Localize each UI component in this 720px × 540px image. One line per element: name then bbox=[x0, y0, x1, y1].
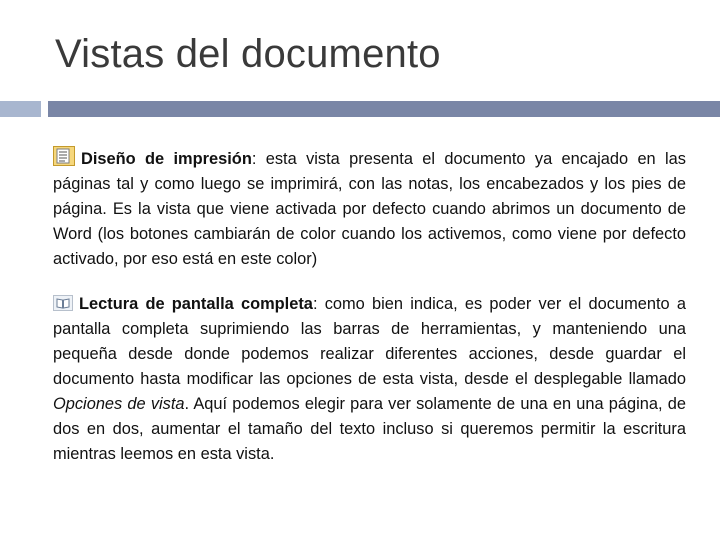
paragraph-full-screen-reading bbox=[53, 292, 686, 467]
paragraph-print-layout bbox=[53, 146, 686, 272]
paragraph-full-screen-text-after: . Aquí podemos elegir para ver solamente de una en una página, de dos en dos, aumentar el tamaño del texto incluso si queremos permitir la escritura mientras leemos en esta vista. bbox=[53, 395, 686, 463]
paragraph-print-layout-text: : esta vista presenta el documento ya encajado en las páginas tal y como luego se imprimirá, con las notas, los encabezados y los pies de página. Es la vista que viene activada por defecto cuando abrimos un documento de Word (los botones cambiarán de color cuando los activemos, como viene por defecto activado, por eso está en este color) bbox=[53, 150, 686, 268]
print-layout-icon bbox=[53, 146, 75, 166]
slide-content bbox=[53, 146, 686, 467]
term-print-layout: Diseño de impresión bbox=[81, 150, 252, 168]
paragraph-full-screen-text-before: : como bien indica, es poder ver el documento a pantalla completa suprimiendo las barras de herramientas, y manteniendo una pequeña desde donde podemos realizar diferentes acciones, desde guardar el documento hasta modificar las opciones de esta vista, desde el desplegable llamado bbox=[53, 295, 686, 388]
slide-title: Vistas del documento bbox=[55, 32, 441, 76]
header-band-right bbox=[48, 101, 720, 117]
header-band-left bbox=[0, 101, 41, 117]
term-full-screen-reading: Lectura de pantalla completa bbox=[79, 295, 313, 313]
full-screen-reading-icon bbox=[53, 295, 73, 311]
options-dropdown-name: Opciones de vista bbox=[53, 395, 185, 413]
